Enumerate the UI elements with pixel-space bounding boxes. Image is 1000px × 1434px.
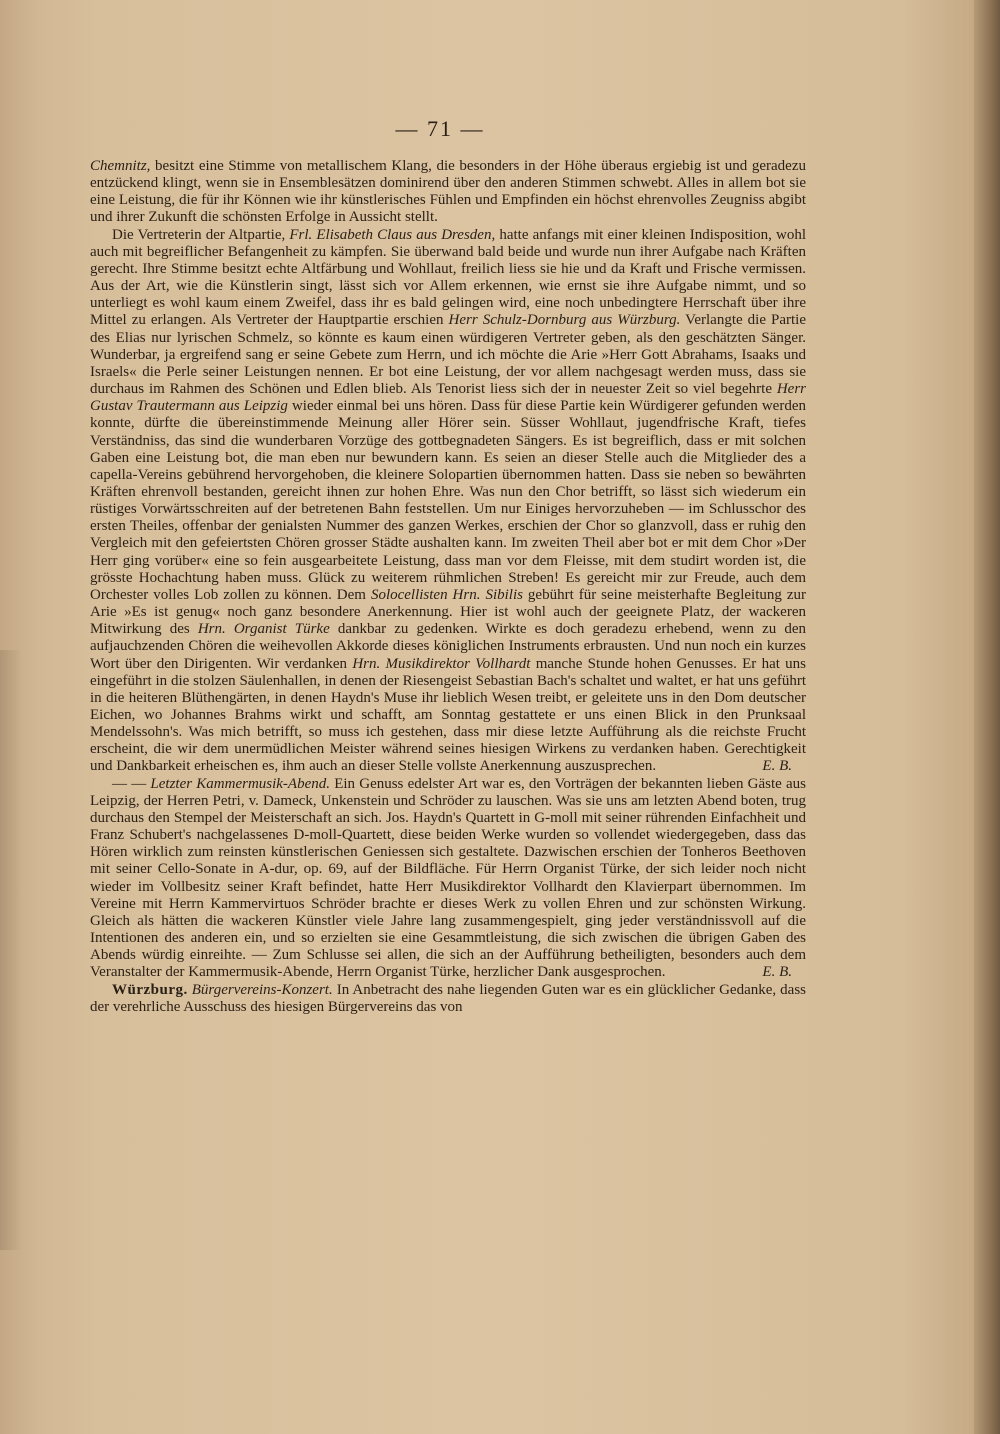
city-heading: Würzburg. [112, 981, 188, 998]
paragraph-kammermusik: — — Letzter Kammermusik-Abend. Ein Genuss edelster Art war es, den Vorträgen der bekannten lieben Gäste aus Leipzig, der Herren Petri, v. Dameck, Unkenstein und Schröder zu lauschen. Was sie uns am letzten Abend boten, trug durchaus den Stempel der Meisterschaft an sich. Jos. Haydn's Quartett in G-moll mit seiner rührenden Einfachheit und Franz Schubert's nachgelassenes D-moll-Quartett, diese beiden Werke wurden so vollendet wiedergegeben, dass das Hören wirklich zum reinsten künstlerischen Geniessen sich gestaltete. Dazwischen erschien der Tonheros Beethoven mit seiner Cello-Sonate in A-dur, op. 69, auf der Bildfläche. Für Herrn Organist Türke, der sich leider noch nicht wieder im Vollbesitz seiner Kraft befindet, hatte Herr Musikdirektor Vollhardt den Klavierpart übernommen. Im Vereine mit Herrn Kammervirtuos Schröder brachte er dieses Werk zu vollen Ehren und zur schönsten Wirkung. Gleich als hätten die wackeren Künstler viele Jahre lang zusammengespielt, ging jeder verständnissvoll auf die Intentionen des anderen ein, und so erzielten sie eine Gesammtleistung, die sich zwischen die übrigen Gaben des Abends würdig einreihte. — Zum Schlusse sei allen, die sich an der Aufführung betheiligten, besonders auch dem Veranstalter der Kammermusik-Abende, Herrn Organist Türke, herzlicher Dank ausgesprochen. E. B. [90, 775, 806, 981]
article-text [90, 158, 806, 1016]
place-name: Chemnitz, [90, 158, 151, 174]
page-edge-shadow [974, 0, 1000, 1434]
performer-name: Frl. Elisabeth Claus aus Dresden, [289, 226, 496, 243]
author-signature: E. B. [762, 758, 792, 775]
paragraph-wuerzburg: Würzburg. Bürgervereins-Konzert. In Anbetracht des nahe liegenden Guten war es ein glücklicher Gedanke, dass der verehrliche Ausschuss des hiesigen Bürgervereins das von [90, 981, 806, 1015]
author-signature: E. B. [762, 964, 792, 981]
bleed-through-margin [0, 650, 22, 1250]
page-number: — 71 — [395, 116, 485, 141]
performer-name: Herr Gustav Trautermann aus Leipzig [90, 381, 806, 415]
performer-name: Herr Schulz-Dornburg aus Würzburg. [448, 312, 681, 329]
paragraph-text: besitzt eine Stimme von metallischem Klang, die besonders in der Höhe überaus ergiebig ist und geradezu entzückend klingt, wenn sie in Ensemblesätzen dominirend über den anderen Stimmen schwebt. Alles in allem bot sie eine Leistung, die für ihr Können wie ihr künstlerisches Fühlen und Empfinden ein höchst ehrenvolles Zeugniss abgibt und ihrer Zukunft die schönsten Erfolge in Aussicht stellt. [90, 158, 806, 226]
section-heading: Bürgervereins-Konzert. [187, 981, 333, 998]
performer-name: Hrn. Musikdirektor Vollhardt [352, 655, 531, 672]
performer-name: Hrn. Organist Türke [197, 621, 330, 638]
paragraph-chemnitz [90, 158, 806, 227]
performer-name: Solocellisten Hrn. Sibilis [370, 586, 523, 603]
paragraph-elias-review: Die Vertreterin der Altpartie, Frl. Elisabeth Claus aus Dresden, hatte anfangs mit einer kleinen Indisposition, wohl auch mit begreiflicher Befangenheit zu kämpfen. Sie überwand bald beide und wurde nun ihrer Aufgabe nach Kräften gerecht. Ihre Stimme besitzt echte Altfärbung und Wohllaut, freilich liess sie hie und da Kraft und Frische vermissen. Aus der Art, wie die Künstlerin singt, lässt sich vor Allem erkennen, wie ernst sie ihre Aufgabe nimmt, und so unterliegt es wohl kaum einem Zweifel, dass ihr es bald gelingen wird, eine noch unbedingtere Herrschaft über ihre Mittel zu erlangen. Als Vertreter der Hauptpartie erschien Herr Schulz-Dornburg aus Würzburg. Verlangte die Partie des Elias nur lyrischen Schmelz, so könnte es kaum einen würdigeren Vertreter geben, als den geschätzten Sänger. Wunderbar, ja ergreifend sang er seine Gebete zum Herrn, und ich möchte die Arie »Herr Gott Abrahams, Isaaks und Israels« die Perle seiner Leistungen nennen. Er bot eine Leistung, der vor allem nachgesagt werden muss, dass sie durchaus im Rahmen des Schönen und Edlen blieb. Als Tenorist liess sich der in neuester Zeit so viel begehrte Herr Gustav Trautermann aus Leipzig wieder einmal bei uns hören. Dass für diese Partie kein Würdigerer gefunden werden konnte, dürfte die übereinstimmende Meinung aller Hörer sein. Süsser Wohllaut, jugendfrische Kraft, tiefes Verständniss, das sind die wunderbaren Vorzüge des gottbegnadeten Sängers. Es ist begreiflich, dass er mit solchen Gaben eine Leistung bot, die man eben nur bewundern kann. Es seien an dieser Stelle auch die Mitglieder des a capella-Vereins gebührend hervorgehoben, die kleinere Solopartien übernommen hatten. Dass sie neben so bewährten Kräften ehrenvoll bestanden, gereicht ihnen zur hohen Ehre. Was nun den Chor betrifft, so lässt sich wiederum ein rüstiges Vorwärtsschreiten auf der betretenen Bahn feststellen. Um nur Einiges hervorzuheben — im Schlusschor des ersten Theiles, offenbar der genialsten Nummer des ganzen Werkes, erschien der Chor so glanzvoll, dass er ruhig den Vergleich mit den gefeiertsten Chören grosser Städte aushalten kann. Im zweiten Theil aber bot er mit dem Chor »Der Herr ging vorüber« eine so fein ausgearbeitete Leistung, dass man vor dem Fleisse, mit dem studirt worden ist, die grösste Hochachtung haben muss. Glück zu weiterem rühmlichen Streben! Es gereicht mir zur Freude, auch dem Orchester volles Lob zollen zu können. Dem Solocellisten Hrn. Sibilis gebührt für seine meisterhafte Begleitung zur Arie »Es ist genug« noch ganz besondere Anerkennung. Hier ist wohl auch der geeignete Platz, der wackeren Mitwirkung des Hrn. Organist Türke dankbar zu gedenken. Wirkte es doch geradezu erhebend, wenn zu den aufjauchzenden Chören die weihevollen Akkorde dieses königlichen Instruments erbrausten. Und nun noch ein kurzes Wort über den Dirigenten. Wir verdanken Hrn. Musikdirektor Vollhardt manche Stunde hohen Genusses. Er hat uns eingeführt in die stolzen Säulenhallen, in denen der Riesengeist Sebastian Bach's schaltet und waltet, er hat uns geführt in die heiteren Blüthengärten, in denen Haydn's Muse ihr lieblich Wesen treibt, er geleitete uns in den Dom deutscher Eichen, wo Johannes Brahms wirkt und schafft, am Sonntag gestattete er uns einen Blick in den Prunksaal Mendelssohn's. Was mich betrifft, so muss ich gestehen, dass mir diese letzte Aufführung als die reichste Frucht erscheint, die wir dem unermüdlichen Meister während seines hiesigen Wirkens zu verdanken haben. Gerechtigkeit und Dankbarkeit erheischen es, ihm auch an dieser Stelle vollste Anerkennung auszusprechen. E. B. [90, 226, 807, 775]
section-heading: Letzter Kammermusik-Abend. [150, 775, 330, 792]
